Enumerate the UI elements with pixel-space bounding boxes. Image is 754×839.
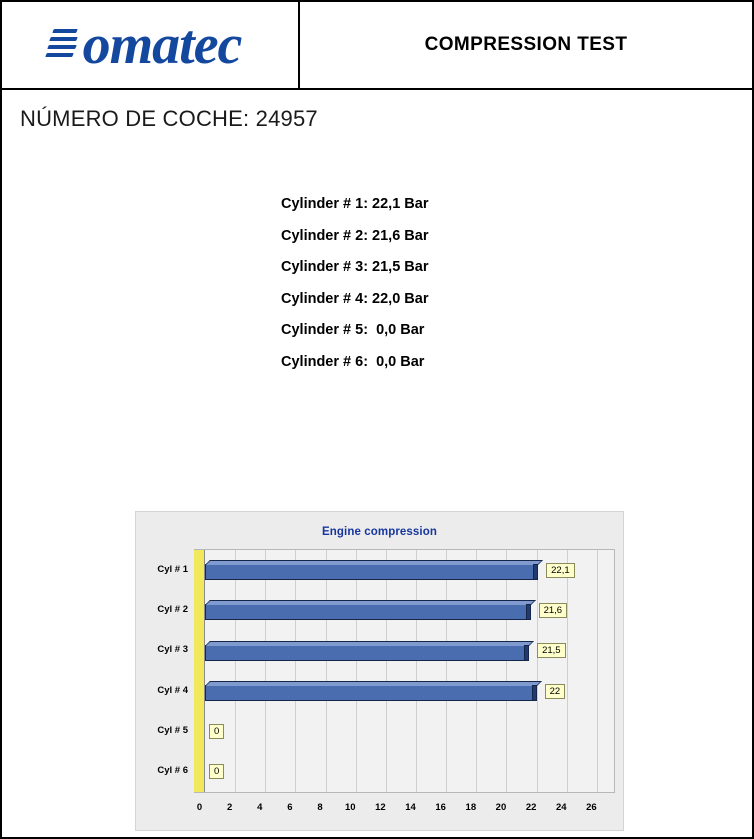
chart-value-label: 0 — [209, 724, 224, 739]
chart-category-label: Cyl # 2 — [157, 603, 188, 615]
chart-tick-label: 14 — [405, 802, 416, 813]
table-row — [205, 711, 614, 751]
chart-value-label: 21,6 — [539, 603, 568, 618]
chart-tick-label: 0 — [196, 802, 203, 813]
chart-tick-label: 24 — [555, 802, 567, 813]
list-item: Cylinder # 3: 21,5 Bar — [281, 259, 429, 275]
chart-bars — [194, 550, 614, 792]
table-row — [205, 590, 614, 630]
list-item: Cylinder # 5: 0,0 Bar — [281, 322, 425, 338]
chart-tick-label: 12 — [375, 802, 386, 813]
chart-tick-label: 4 — [257, 802, 263, 813]
chart-title: Engine compression — [322, 526, 437, 538]
chart-value-axis-band — [194, 550, 205, 792]
chart-category-axis — [136, 549, 194, 793]
report-header — [2, 2, 752, 90]
chart-tick-label: 22 — [525, 802, 537, 813]
chart-category-label: Cyl # 4 — [157, 684, 188, 696]
chart-tick-label: 2 — [226, 802, 233, 813]
chart-value-label: 22 — [545, 684, 566, 699]
table-row — [205, 752, 614, 792]
table-row — [205, 631, 614, 671]
chart-value-label: 21,5 — [537, 643, 566, 658]
chart-value-label: 0 — [209, 764, 224, 779]
chart-tick-label: 18 — [465, 802, 477, 813]
table-row — [205, 671, 614, 711]
chart-plot-area — [194, 549, 615, 793]
chart-bar — [205, 600, 531, 620]
logo-wordmark: omatec — [82, 14, 242, 76]
page-title: COMPRESSION TEST — [424, 34, 628, 55]
table-row — [205, 550, 614, 590]
chart-category-label: Cyl # 3 — [157, 644, 188, 656]
logo-cell — [2, 2, 300, 88]
chart-category-label: Cyl # 1 — [157, 563, 188, 575]
cylinder-readings-list — [2, 196, 752, 370]
chart-category-label: Cyl # 6 — [157, 765, 188, 777]
list-item: Cylinder # 4: 22,0 Bar — [281, 290, 429, 307]
car-number-label: NÚMERO DE COCHE: 24957 — [20, 106, 318, 131]
chart-tick-label: 20 — [495, 802, 507, 813]
chart-tick-label: 26 — [586, 802, 597, 813]
list-item: Cylinder # 2: 21,6 Bar — [281, 227, 429, 244]
chart-bar — [205, 560, 538, 580]
engine-compression-chart — [135, 511, 624, 831]
chart-category-label: Cyl # 5 — [157, 724, 188, 736]
chart-bar — [205, 641, 529, 661]
title-cell — [300, 2, 752, 88]
chart-value-axis-labels — [194, 802, 615, 816]
chart-tick-label: 8 — [317, 802, 323, 813]
chart-tick-label: 16 — [435, 802, 446, 813]
list-item: Cylinder # 1: 22,1 Bar — [281, 196, 429, 212]
chart-bar — [205, 681, 537, 701]
chart-tick-label: 10 — [344, 802, 356, 813]
company-logo — [47, 14, 242, 76]
chart-value-label: 22,1 — [546, 563, 575, 578]
j-stripes-icon — [47, 22, 81, 68]
chart-tick-label: 6 — [287, 802, 293, 813]
list-item: Cylinder # 6: 0,0 Bar — [281, 353, 425, 370]
